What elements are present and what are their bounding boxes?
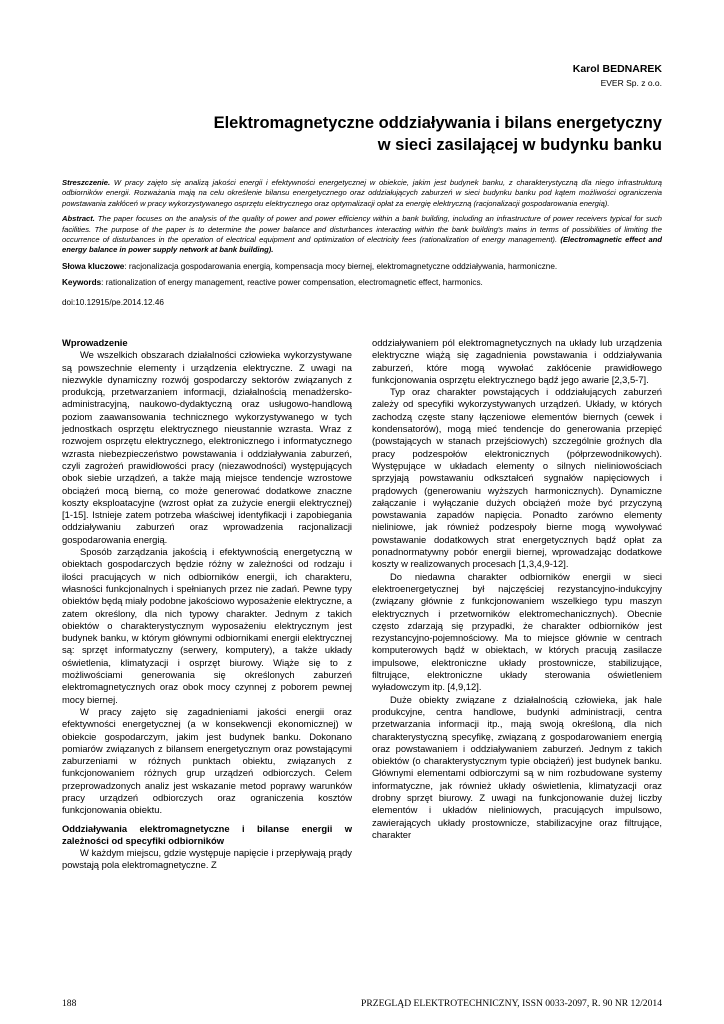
section-heading-effects: Oddziaływania elektromagnetyczne i bilanse energii w zależności od specyfiki odbiorników [62,822,352,846]
title-line-1: Elektromagnetyczne oddziaływania i bilans energetyczny [213,114,662,132]
paragraph: We wszelkich obszarach działalności człowieka wykorzystywane są powszechnie elementy i urządzenia elektryczne. Z uwagi na niezwykle dynamiczny rozwój gospodarczy sektorów związanych z produkcją, przetwarzaniem informacji, działalnością menadżersko-administracyjną, naukowo-dydaktyczną oraz usługowo-handlową poziom zaawansowania technicznego wykorzystywanego w tych jednostkach osprzętu elektrycznego nieustannie wzrasta. Wraz z rozwojem osprzętu elektrycznego, elektronicznego i informatycznego wzrasta niebezpieczeństwo powstawania i oddziaływania zaburzeń, czyli zagrożeń prawidłowości pracy (niezawodności) występujących obok siebie urządzeń, a także mają miejsce tendencje wzrostowe obciążeń mocą bierną, co może generować dodatkowe znaczne koszty eksploatacyjne (wzrost opłat za zużycie energii elektrycznej) [1-15]. Istnieje zatem potrzeba właściwej identyfikacji i zapobiegania oddziaływaniu zaburzeń oraz wprowadzenia racjonalizacji gospodarowania energią. [62,349,352,545]
paragraph: Sposób zarządzania jakością i efektywnością energetyczną w obiektach gospodarczych będzie różny w zależności od rodzaju i ilości pracujących w nich odbiorników energii, ich charakteru, własności funkcjonalnych i spełnianych przez nie zadań. Pewne typy obiektów będą miały podobne jakościowo wyposażenie elektryczne, a zatem określony, dla nich typowy charakter. Jednym z takich obiektów o charakterystycznym wyposażeniu elektrycznym jest budynek banku, w którym głównymi odbiornikami energii elektrycznej są: sprzęt informatyczny (serwery, komputery), a także układy oświetlenia, klimatyzacji i osprzęt biurowy. Wiąże się to z możliwościami generowania się określonych zaburzeń elektromagnetycznych oraz obok mocy czynnej z poborem pewnej mocy biernej. [62,546,352,705]
author-name: Karol BEDNAREK [572,63,662,75]
abstract-en-text: The paper focuses on the analysis of the quality of power and power efficiency within a bank building, including an infrastructure of power receivers typical for such facilities. The purpose of the paper is to determine the power balance and disturbances interacting within the bank building's mains in terms of possibilities of limiting the occurrence of disturbances in the operation of electrical equipment and optimization of electricity fees (rationalization of energy management). [62,214,662,245]
abstract-en-label: Abstract. [62,214,95,224]
paragraph: Typ oraz charakter powstających i oddziałujących zaburzeń zależy od specyfiki wykorzystywanych urządzeń. Układy, w których zachodzą częste stany łączeniowe elementów biernych (cewek i kondensatorów), mogą mieć tendencje do generowania przepięć (powstających w stanach przejściowych) szczególnie groźnych dla pracy podzespołów elektronicznych (półprzewodnikowych). Występujące w układach elementy o silnych nieliniowościach sprzyjają powstawaniu odkształceń sygnałów napięciowych i prądowych (generowaniu wyższych harmonicznych). Dynamiczne załączanie i wyłączanie dużych obciążeń może być przyczyną powstawania zapadów napięcia. Ponadto zarówno elementy nieliniowe, jak również podzespoły bierne mogą wywoływać powstawanie dodatkowych strat energetycznych bądź opłat za ponadnormatywny pobór energii biernej, wprowadzając dodatkowe koszty w realizowanych procesach [1,3,4,9-12]. [372,386,662,570]
right-column [372,337,662,841]
journal-info: PRZEGLĄD ELEKTROTECHNICZNY, ISSN 0033-2097, R. 90 NR 12/2014 [361,998,662,1009]
paper-title [62,112,662,156]
title-line-2: w sieci zasilającej w budynku banku [377,136,662,154]
abstract-block [62,178,662,313]
page [62,0,662,1024]
keywords-pl-label: Słowa kluczowe [62,261,125,271]
left-column [62,337,352,872]
abstract-en-title: (Electromagnetic effect and energy balance in power supply network at bank building). [62,235,662,255]
paragraph: Duże obiekty związane z działalnością człowieka, jak hale produkcyjne, centra handlowe, budynki administracji, centra przetwarzania informacji itp., mają swoją określoną, dla nich charakterystyczną specyfikę, związaną z gospodarowaniem energią oraz powstawaniem i oddziaływaniem zaburzeń. Jednym z takich obiektów (o charakterystycznym typie obciążeń) jest budynek banku. Głównymi elementami odbiorczymi są w nim rozbudowane systemy informatyczne, jak również układy oświetlenia, klimatyzacji oraz drobny sprzęt biurowy. Z uwagi na funkcjonowanie dużej liczby elementów i układów nieliniowych, pracujących impulsowo, zawierających układy prostownicze, stabilizacyjne oraz filtrujące, charakter [372,693,662,840]
paragraph: Do niedawna charakter odbiorników energii w sieci elektroenergetycznej był najczęściej rezystancyjno-indukcyjny (związany głównie z funkcjonowaniem wszelkiego typu maszyn elektrycznych i przetworników elektromechanicznych). Obecnie często zdarzają się przypadki, że charakter odbiorników jest rezystancyjno-pojemnościowy. Ma to miejsce głównie w centrach komputerowych bądź w obiektach, w których pracują zasilacze impulsowe, elektroniczne układy prostownicze, stabilizujące, filtrujące, elektroniczne układy sterowania oświetleniem wyładowczym itp. [4,9,12]. [372,570,662,693]
keywords-en-text: : rationalization of energy management, reactive power compensation, electromagnetic effect, harmonics. [101,277,483,287]
paragraph: W każdym miejscu, gdzie występuje napięcie i przepływają prądy powstają pola elektromagnetyczne. Z [62,847,352,871]
page-number: 188 [62,998,77,1009]
abstract-pl-label: Streszczenie. [62,178,111,187]
paragraph: oddziaływaniem pól elektromagnetycznych na układy lub urządzenia elektryczne wiążą się zagadnienia powstawania i oddziaływania zaburzeń, które mogą wywołać zakłócenie prawidłowego funkcjonowania osprzętu elektrycznego bądź jego awarie [2,3,5-7]. [372,337,662,385]
paragraph: W pracy zajęto się zagadnieniami jakości energii oraz efektywności energetycznej (a w konsekwencji ekonomicznej) w obiekcie gospodarczym, jakim jest budynek banku. Dokonano pomiarów związanych z bilansem energetycznym oraz powstającymi zaburzeniami w różnych punktach obiektu, związanych z funkcjonowaniem różnych grup urządzeń odbiorczych. Celem przeprowadzonych analiz jest wskazanie metod poprawy warunków pracy urządzeń odbiorczych oraz ograniczenia kosztów funkcjonowania obiektu. [62,705,352,816]
keywords-pl-text: : racjonalizacja gospodarowania energią, kompensacja mocy biernej, elektromagnetyczne oddziaływania, harmoniczne. [124,261,558,271]
keywords-pl [62,261,662,272]
author-block [573,62,662,90]
abstract-en [62,214,662,256]
author-affiliation: EVER Sp. z o.o. [600,78,662,88]
doi: doi:10.12915/pe.2014.12.46 [62,297,164,307]
abstract-pl [62,178,662,209]
keywords-en [62,277,662,288]
keywords-en-label: Keywords [62,277,102,287]
abstract-pl-text: W pracy zajęto się analizą jakości energii i efektywności energetycznej w obiekcie, jakim jest budynek banku, z charakterystyczną dla niego infrastrukturą odbiorników energii. Rozważania mają na celu określenie bilansu energetycznego oraz oddziałujących zaburzeń w sieci budynku banku pod kątem możliwości ograniczenia powstawania zakłóceń w pracy wykorzystywanego osprzętu elektrycznego oraz optymalizacji opłat za energię elektryczną (racjonalizacji gospodarowania energią). [62,178,662,208]
section-heading-introduction: Wprowadzenie [62,337,128,348]
